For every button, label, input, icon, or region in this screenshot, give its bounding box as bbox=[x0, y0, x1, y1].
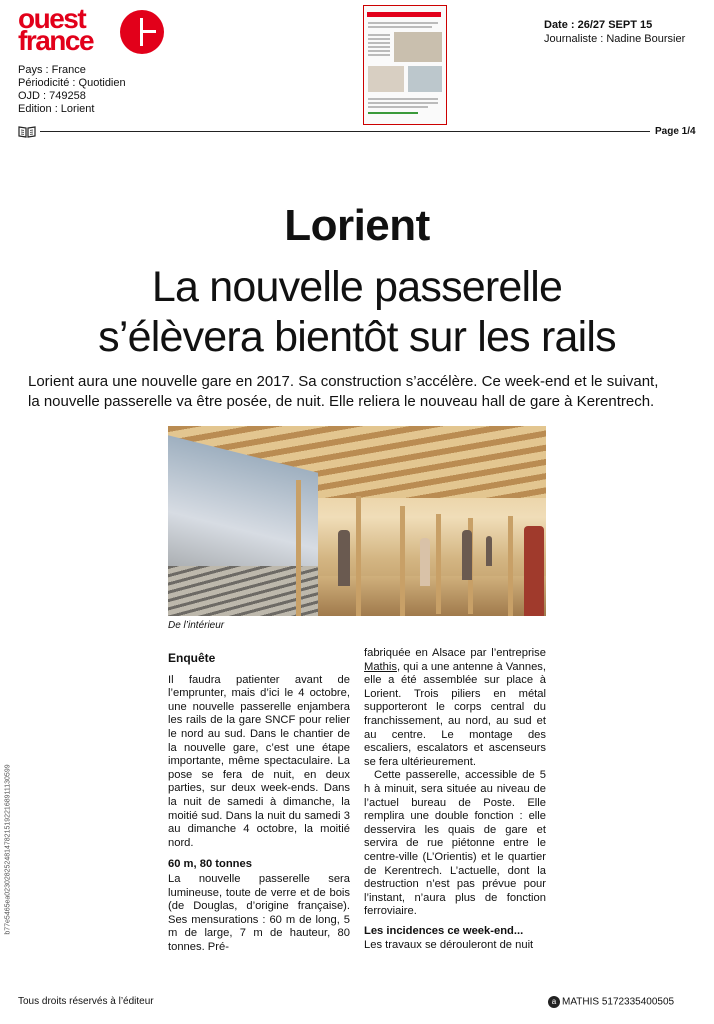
standfirst-line-2: la nouvelle passerelle va être posée, de nuit. Elle reliera le nouveau hall de gare à Kerentrech. bbox=[28, 393, 655, 410]
col1-paragraph-2: La nouvelle passerelle sera lumineuse, toute de verre et de bois (de Douglas, d’origine française). Ses mensurations : 60 m de long, 5 m de large, 7 m de hauteur, 80 tonnes. Pré- bbox=[168, 872, 350, 953]
date-block bbox=[544, 18, 685, 46]
col2-p1-start: fabriquée en Alsace par l’entreprise bbox=[364, 647, 546, 659]
headline-line-2: s’élèvera bientôt sur les rails bbox=[98, 313, 616, 361]
page-number: Page 1/4 bbox=[655, 126, 696, 137]
meta-pays: Pays : France bbox=[18, 64, 86, 76]
publication-date: Date : 26/27 SEPT 15 bbox=[544, 19, 653, 31]
article-standfirst bbox=[28, 372, 698, 412]
company-link-mathis[interactable]: Mathis bbox=[364, 660, 397, 673]
page-thumbnail bbox=[363, 5, 447, 125]
subhead-incidences: Les incidences ce week-end... bbox=[364, 924, 524, 937]
ouest-france-logo bbox=[18, 3, 168, 58]
publication-meta bbox=[18, 64, 126, 116]
header-rule bbox=[40, 131, 650, 132]
col2-p1-end: , qui a une antenne à Vannes, elle a été assemblée sur place à Lorient. Trois piliers en métal supporteront le corps central du franchissement, au nord, au sud et au centre. Le montage des escaliers, escalators et ascenseurs se fera ultérieurement. bbox=[364, 660, 546, 768]
article-kicker: Enquête bbox=[168, 651, 216, 665]
footer-client bbox=[548, 996, 674, 1008]
logo-disc-icon bbox=[120, 10, 164, 54]
headline-line-1: La nouvelle passerelle bbox=[151, 263, 563, 311]
meta-ojd: OJD : 749258 bbox=[18, 90, 86, 102]
photo-caption: De l’intérieur bbox=[168, 620, 225, 631]
article-column-2 bbox=[364, 647, 546, 953]
meta-edition: Edition : Lorient bbox=[18, 103, 95, 115]
article-column-1 bbox=[168, 652, 350, 954]
meta-periodicite: Périodicité : Quotidien bbox=[18, 77, 126, 89]
col1-paragraph-1: Il faudra patienter avant de l’emprunter, mais d’ici le 4 octobre, une nouvelle passerelle enjambera les rails de la gare SNCF pour relier le nord au sud. Dans le chantier de la nouvelle gare, c’est une étape importante, même spectaculaire. La pose se fera de nuit, en deux parties, sur deux week-ends. Dans la nuit de samedi à dimanche, la moitié sud. Dans la nuit du samedi 3 au dimanche 4 octobre, la moitié nord. bbox=[168, 673, 350, 849]
document-side-id: b77e5465ea0230282524814782151922168911130599 bbox=[4, 764, 12, 935]
col2-paragraph-3: Les travaux se dérouleront de nuit bbox=[364, 939, 534, 952]
article-headline bbox=[20, 262, 694, 362]
article-section-title: Lorient bbox=[284, 201, 430, 250]
footer-rights: Tous droits réservés à l’éditeur bbox=[18, 996, 154, 1007]
subhead-dimensions: 60 m, 80 tonnes bbox=[168, 858, 252, 871]
book-icon bbox=[18, 126, 36, 138]
col2-paragraph-1 bbox=[364, 647, 546, 769]
journalist: Journaliste : Nadine Boursier bbox=[544, 33, 686, 45]
footer-client-text: MATHIS 5172335400505 bbox=[562, 996, 675, 1008]
logo-line-2: france bbox=[18, 25, 94, 56]
col2-paragraph-2: Cette passerelle, accessible de 5 h à minuit, sera située au niveau de l’actuel bureau de Poste. Elle remplira une double fonction : elle desservira les quais de gare et servira de rue piétonne entre le centre-ville (L’Orientis) et le quartier de Kerentrech. L’actuelle, dont la destruction n’est pas prévue pour l’instant, n’aura plus de fonction ferroviaire. bbox=[364, 769, 546, 918]
footbridge-interior-photo bbox=[168, 426, 546, 616]
standfirst-line-1: Lorient aura une nouvelle gare en 2017. Sa construction s’accélère. Ce week-end et le suivant, bbox=[28, 373, 659, 390]
logo-line-1: ouest bbox=[18, 3, 86, 34]
client-badge-icon: a bbox=[548, 996, 560, 1008]
